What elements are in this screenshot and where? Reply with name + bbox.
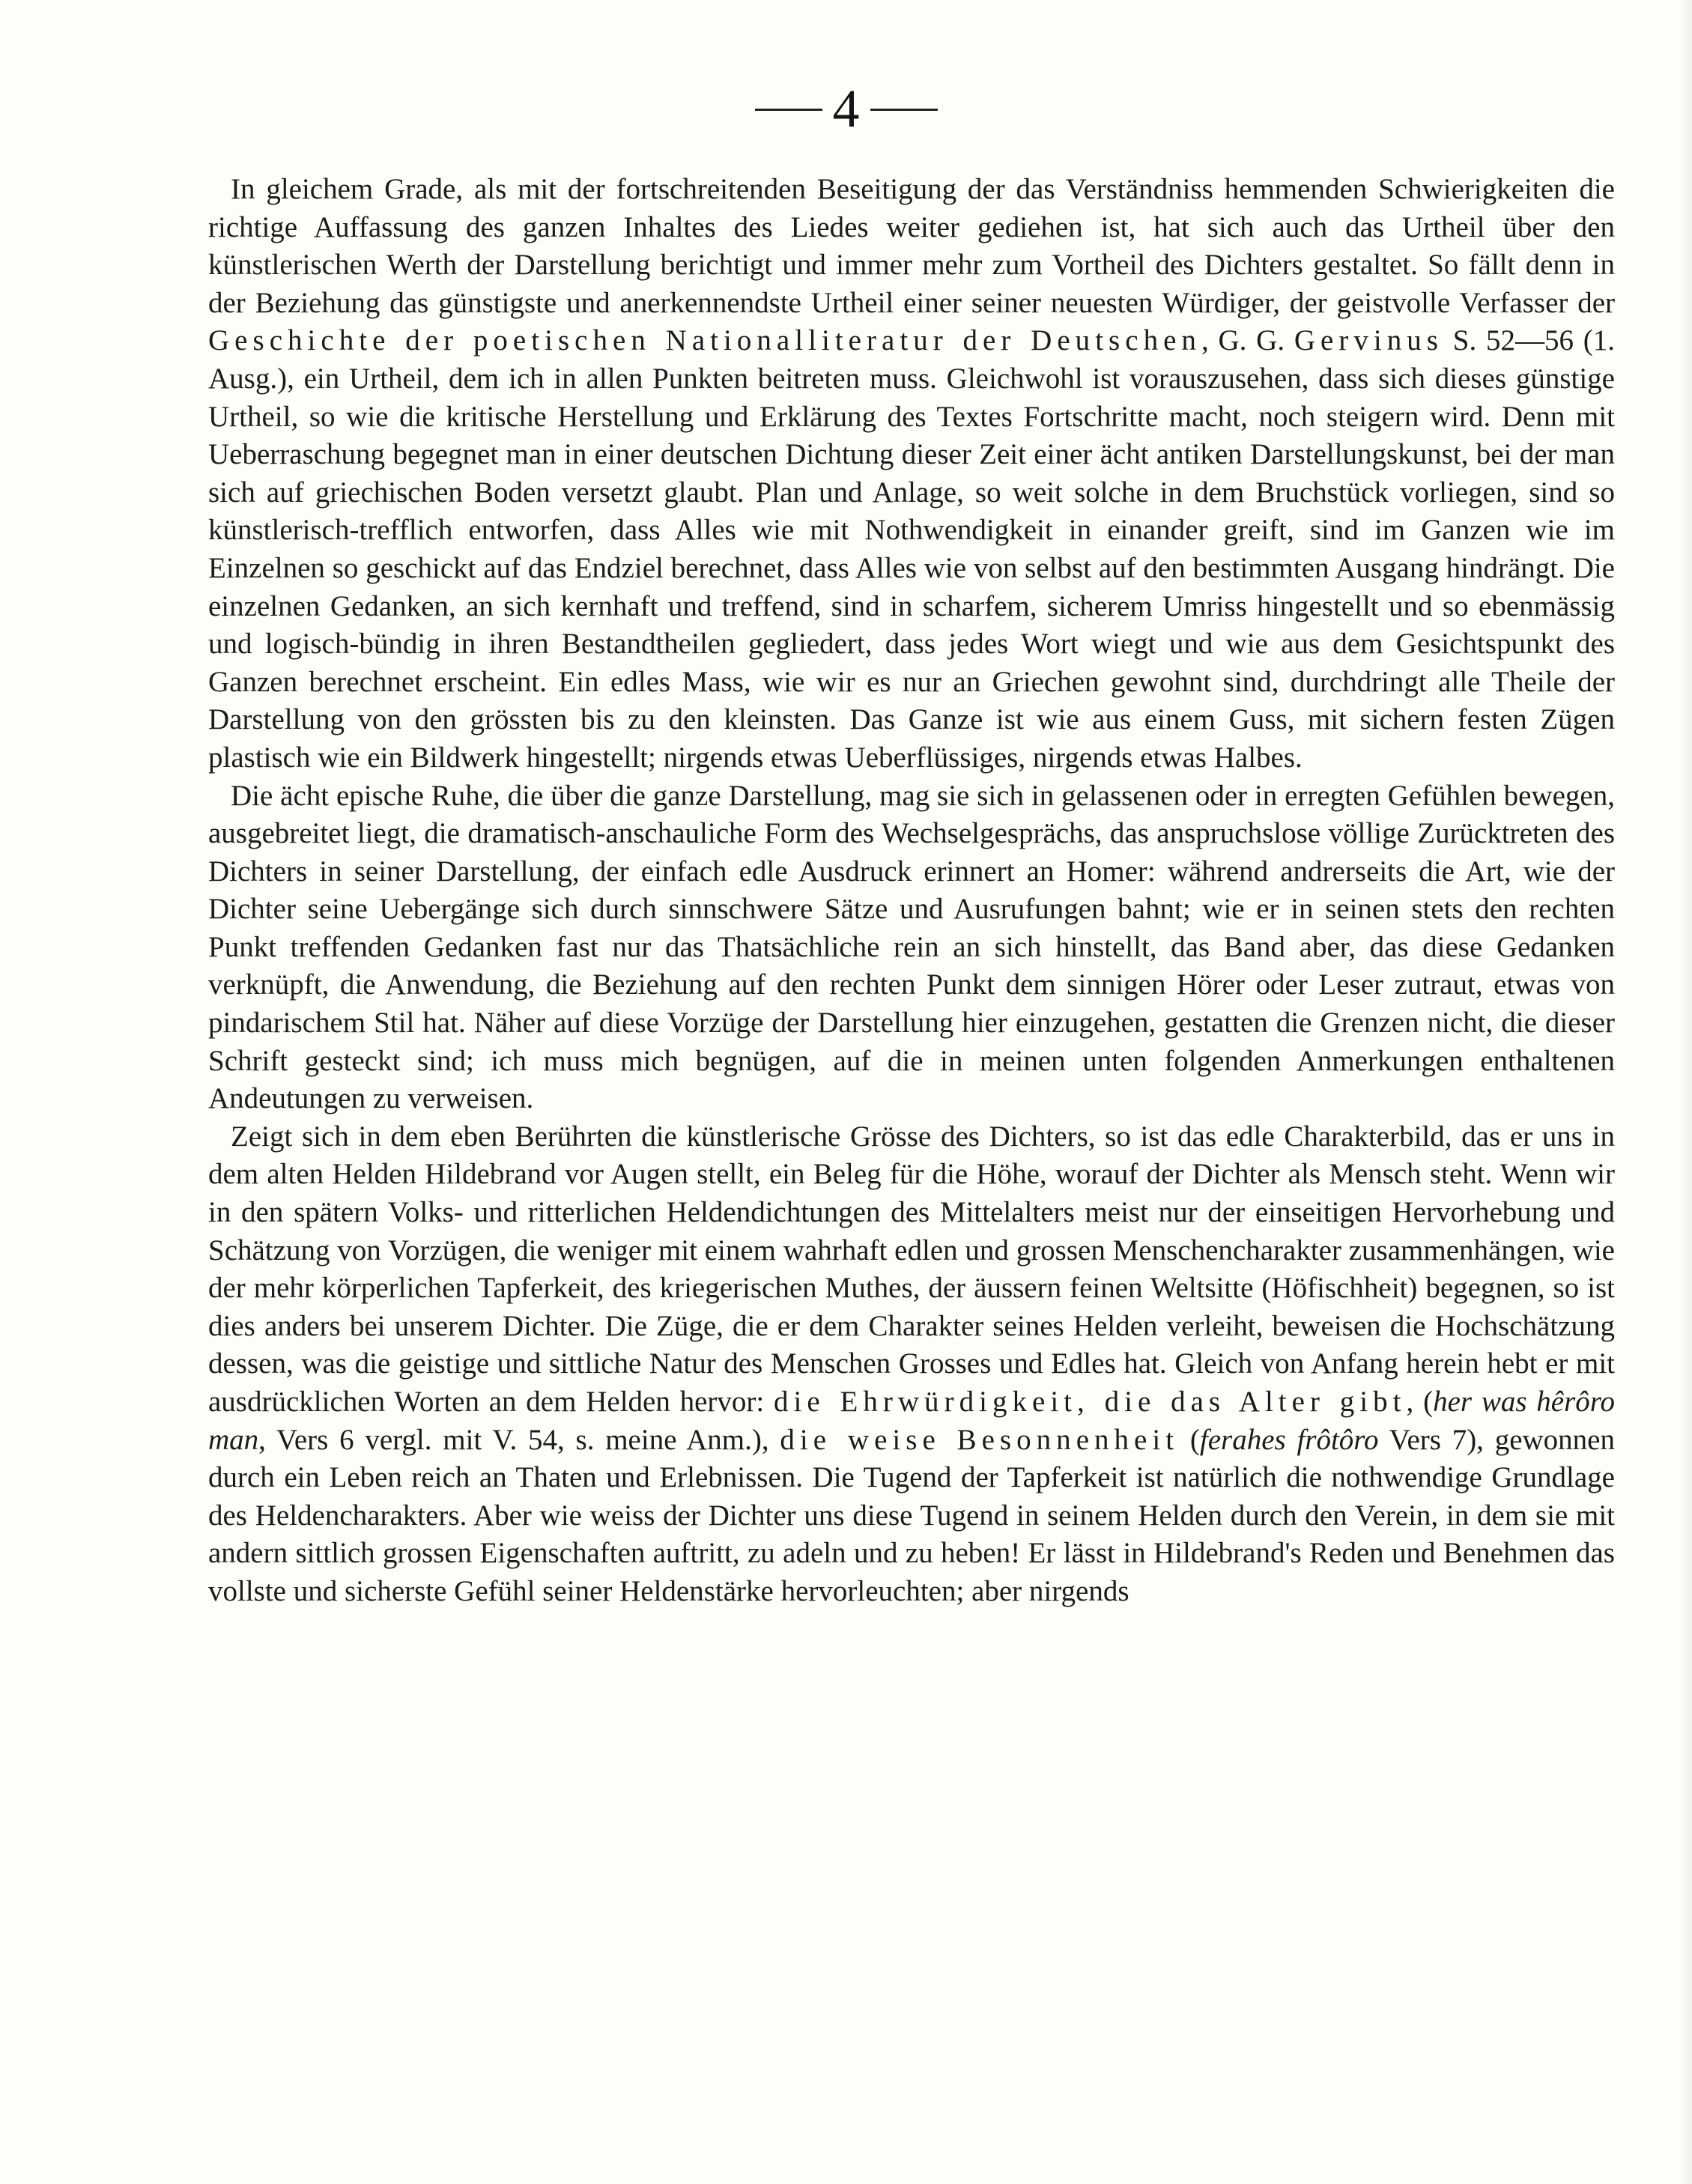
- text-run: Zeigt sich in dem eben Berührten die künstlerische Grösse des Dichters, so ist das edle Charakterbild, das er uns in dem alten Helden Hildebrand vor Augen stellt, ein Beleg für die Höhe, worauf der Dichter als Mensch steht. Wenn wir in den spätern Volks- und ritterlichen Heldendichtungen des Mittelalters meist nur der einseitigen Hervorhebung und Schätzung von Vorzügen, die weniger mit einem wahrhaft edlen und grossen Menschencharakter zusammenhängen, wie der mehr körperlichen Tapferkeit, des kriegerischen Muthes, der äussern feinen Weltsitte (Höfischheit) begegnen, so ist dies anders bei unserem Dichter. Die Züge, die er dem Charakter seines Helden verleiht, beweisen die Hochschätzung dessen, was die geistige und sittliche Natur des Menschen Grosses und Edles hat. Gleich von Anfang herein hebt er mit ausdrücklichen Worten an dem Helden hervor:: [208, 1120, 1615, 1418]
- text-run: , (: [1406, 1386, 1434, 1418]
- page-header: [0, 75, 1692, 142]
- header-dash-left: [755, 109, 822, 111]
- text-run: , G. G.: [1201, 324, 1294, 357]
- text-run: Die ächt epische Ruhe, die über die ganze Darstellung, mag sie sich in gelassenen oder in erregten Gefühlen bewegen, ausgebreitet liegt, die dramatisch-anschauliche Form des Wechselgesprächs, das anspruchslose völlige Zurücktreten des Dichters in seiner Darstellung, der einfach edle Ausdruck erinnert an Homer: während andrerseits die Art, wie der Dichter seine Uebergänge sich durch sinnschwere Sätze und Ausrufungen bahnt; wie er in seinen stets den rechten Punkt treffenden Gedanken fast nur das Thatsächliche rein an sich hinstellt, das Band aber, das diese Gedanken verknüpft, die Anwendung, die Beziehung auf den rechten Punkt dem sinnigen Hörer oder Leser zutraut, etwas von pindarischem Stil hat. Näher auf diese Vorzüge der Darstellung hier einzugehen, gestatten die Grenzen nicht, die dieser Schrift gesteckt sind; ich muss mich begnügen, auf die in meinen unten folgenden Anmerkungen enthaltenen Andeutungen zu verweisen.: [208, 779, 1615, 1115]
- paragraph: [208, 171, 1615, 777]
- paragraph: [208, 1118, 1615, 1611]
- emphasis-italic: ferahes frôtôro: [1199, 1423, 1379, 1456]
- page-number: 4: [832, 79, 860, 139]
- text-run: Vers 7), gewonnen durch ein Leben reich an Thaten und Erlebnissen. Die Tugend der Tapferkeit ist natürlich die nothwendige Grundlage des Heldencharakters. Aber wie weiss der Dichter uns diese Tugend in seinem Helden durch den Verein, in dem sie mit andern sittlich grossen Eigenschaften auftritt, zu adeln und zu heben! Er lässt in Hildebrand's Reden und Benehmen das vollste und sicherste Gefühl seiner Heldenstärke hervorleuchten; aber nirgends: [208, 1423, 1615, 1607]
- text-run: In gleichem Grade, als mit der fortschreitenden Beseitigung der das Verständniss hemmenden Schwierigkeiten die richtige Auffassung des ganzen Inhaltes des Liedes weiter gediehen ist, hat sich auch das Urtheil über den künstlerischen Werth der Darstellung berichtigt und immer mehr zum Vortheil des Dichters gestaltet. So fällt denn in der Beziehung das günstigste und anerkennendste Urtheil einer seiner neuesten Würdiger, der geistvolle Verfasser der: [208, 173, 1615, 319]
- text-run: (: [1179, 1423, 1200, 1456]
- text-run: S. 52—56 (1. Ausg.), ein Urtheil, dem ich in allen Punkten beitreten muss. Gleichwohl ist vorauszusehen, dass sich dieses günstige Urtheil, so wie die kritische Herstellung und Erklärung des Textes Fortschritte macht, noch steigern wird. Denn mit Ueberraschung begegnet man in einer deutschen Dichtung dieser Zeit einer ächt antiken Darstellungskunst, bei der man sich auf griechischen Boden versetzt glaubt. Plan und Anlage, so weit solche in dem Bruchstück vorliegen, sind so künstlerisch-trefflich entworfen, dass Alles wie mit Nothwendigkeit in einander greift, sind im Ganzen wie im Einzelnen so geschickt auf das Endziel berechnet, dass Alles wie von selbst auf den bestimmten Ausgang hindrängt. Die einzelnen Gedanken, an sich kernhaft und treffend, sind in scharfem, sicherem Umriss hingestellt und so ebenmässig und logisch-bündig in ihren Bestandtheilen gegliedert, dass jedes Wort wiegt und wie aus dem Gesichtspunkt des Ganzen berechnet erscheint. Ein edles Mass, wie wir es nur an Griechen gewohnt sind, durchdringt alle Theile der Darstellung von den grössten bis zu den kleinsten. Das Ganze ist wie aus einem Guss, mit sichern festen Zügen plastisch wie ein Bildwerk hingestellt; nirgends etwas Ueberflüssiges, nirgends etwas Halbes.: [208, 324, 1615, 774]
- emphasis-italic: her was hêrôro man: [208, 1386, 1615, 1456]
- emphasis-spaced: die weise Besonnenheit: [780, 1423, 1180, 1456]
- emphasis-spaced: Geschichte der poetischen Nationalliteratur der Deutschen: [208, 324, 1201, 357]
- body-text: [208, 171, 1615, 1611]
- text-run: , Vers 6 vergl. mit V. 54, s. meine Anm.),: [258, 1423, 780, 1456]
- paragraph: [208, 777, 1615, 1118]
- emphasis-spaced: die Ehrwürdigkeit, die das Alter gibt: [774, 1386, 1407, 1418]
- emphasis-spaced: Gervinus: [1294, 324, 1443, 357]
- header-dash-right: [870, 109, 938, 111]
